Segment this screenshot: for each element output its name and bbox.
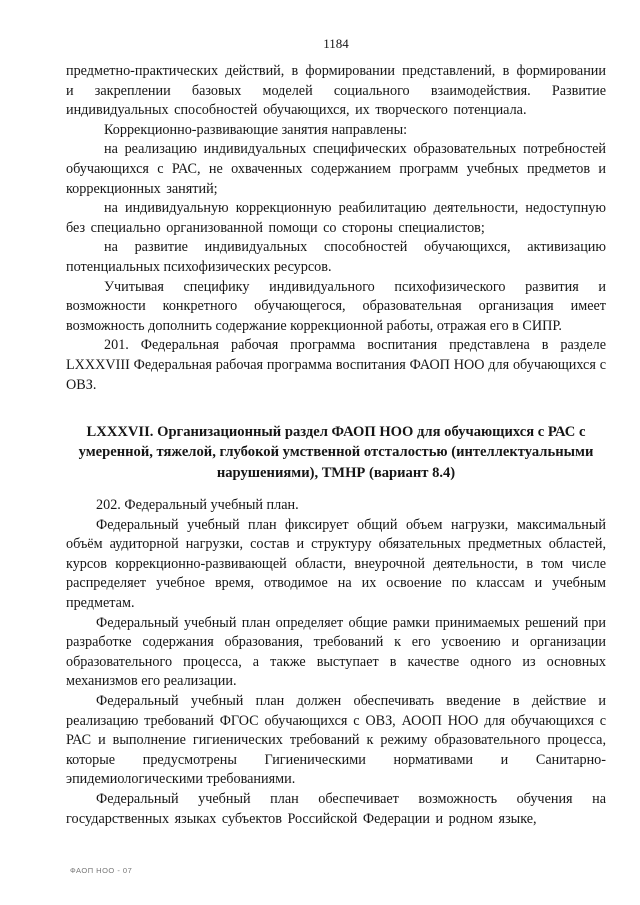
paragraph: Федеральный учебный план фиксирует общий объем нагрузки, максимальный объём аудиторной нагрузки, состав и структуру обязательных предметных областей, курсов коррекционно-развивающей области, внеурочной деятельности, в том числе распределяет учебное время, отводимое на их освоение по классам и учебным предметам.	[66, 516, 606, 611]
text-block-lower	[66, 496, 606, 829]
paragraph: Коррекционно-развивающие занятия направлены:	[104, 121, 408, 138]
paragraph: Учитывая специфику индивидуального психофизического развития и возможности конкретного обучающегося, образовательная организация имеет возможность дополнить содержание коррекционной работы, отражая его в СИПР.	[66, 278, 606, 334]
paragraph: Федеральный учебный план должен обеспечивать введение в действие и реализацию требований ФГОС обучающихся с ОВЗ, АООП НОО для обучающихся с РАС и выполнение гигиенических требований к режиму образовательного процесса, которые предусмотрены Гигиеническими нормативами и Санитарно-эпидемиологическими требованиями.	[66, 692, 606, 788]
paragraph: Федеральный учебный план определяет общие рамки принимаемых решений при разработке содержания образования, требований к его усвоению и организации образовательного процесса, а также выступает в качестве одного из основных механизмов его реализации.	[66, 614, 606, 690]
paragraph: 201. Федеральная рабочая программа воспитания представлена в разделе LXXXVIII Федеральная рабочая программа воспитания ФАОП НОО для обучающихся с ОВЗ.	[66, 337, 606, 393]
text-block-upper	[66, 62, 606, 395]
footer-mark: ФАОП НОО - 07	[70, 866, 133, 875]
list-item: на развитие индивидуальных способностей обучающихся, активизацию потенциальных психофизических ресурсов.	[66, 239, 606, 275]
paragraph: предметно-практических действий, в формировании представлений, в формировании и закреплении базовых моделей социального взаимодействия. Развитие индивидуальных способностей обучающихся, их творческого потенциала.	[66, 63, 606, 119]
list-item: на индивидуальную коррекционную реабилитацию деятельности, недоступную без специально организованной помощи со стороны специалистов;	[66, 200, 606, 236]
section-heading: LXXXVII. Организационный раздел ФАОП НОО для обучающихся с РАС с умеренной, тяжелой, глубокой умственной отсталостью (интеллектуальными нарушениями), ТМНР (вариант 8.4)	[78, 424, 594, 481]
paragraph: Федеральный учебный план обеспечивает возможность обучения на государственных языках субъектов Российской Федерации и родном языке,	[66, 790, 606, 827]
list-item: на реализацию индивидуальных специфических образовательных потребностей обучающихся с РАС, не охваченных содержанием программ учебных предметов и коррекционных занятий;	[66, 141, 606, 197]
page-number: 1184	[323, 36, 349, 51]
paragraph: 202. Федеральный учебный план.	[96, 497, 299, 513]
